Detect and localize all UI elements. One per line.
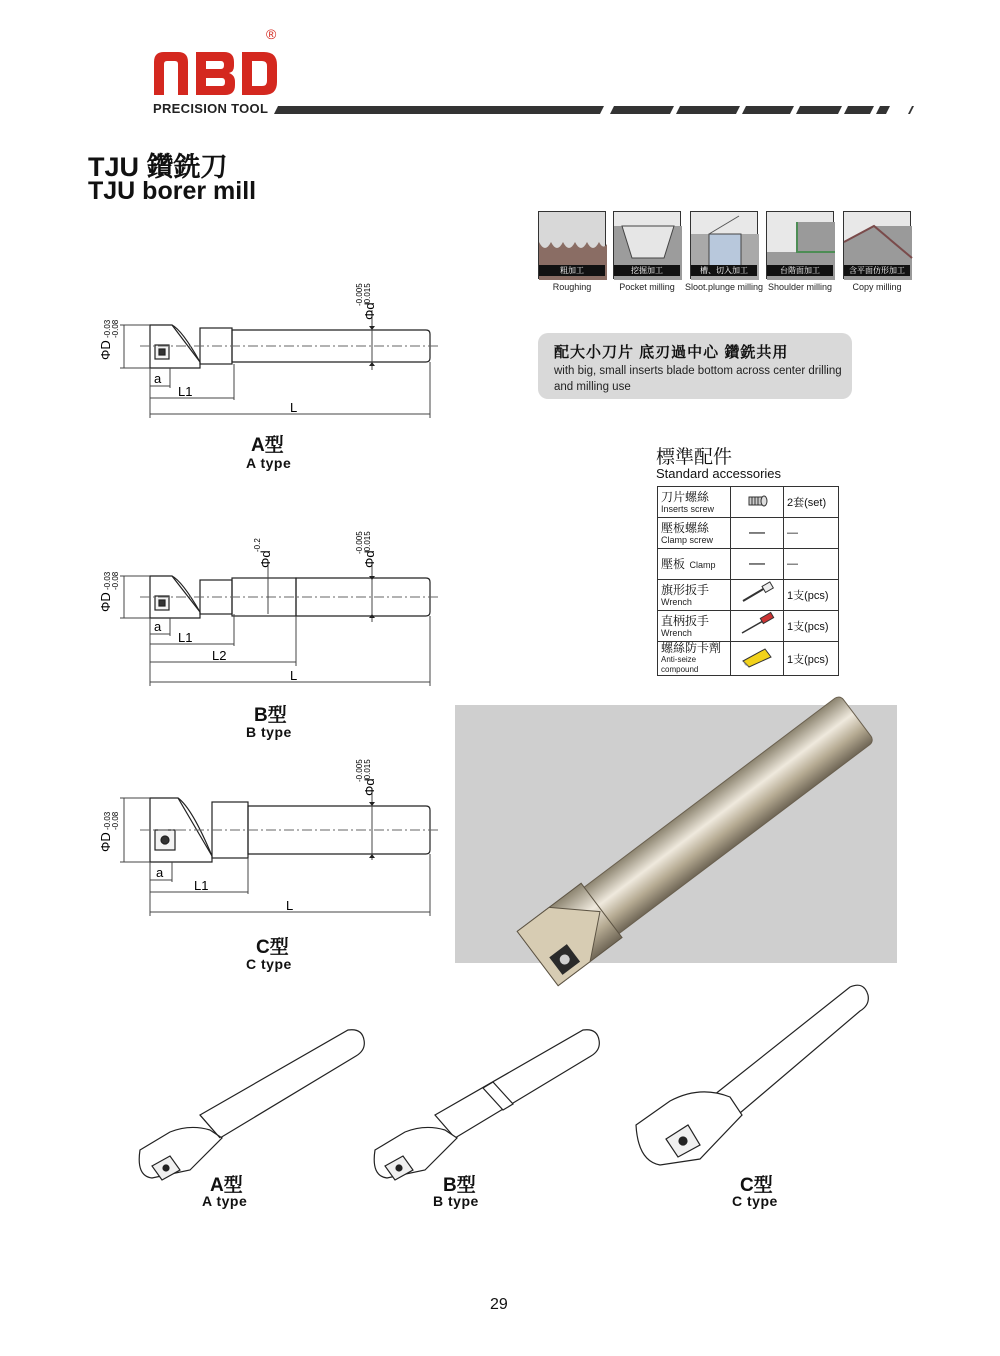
product-photo: [455, 705, 897, 963]
header-stripe-bar: [270, 104, 920, 116]
iso-b-label-cn: B型: [443, 1175, 476, 1196]
iso-c-label-en: C type: [732, 1193, 778, 1209]
mode-cn-shoulder: 台階面加工: [767, 265, 833, 276]
roughing-mode-image: [538, 211, 606, 279]
table-row: [658, 487, 839, 518]
drawing-a-label-cn: A型: [251, 435, 284, 456]
drawing-c-label-cn: C型: [256, 937, 289, 958]
acc-qty: —: [784, 549, 839, 580]
dim-L1: L1: [194, 878, 209, 893]
dim-phid: Φd: [362, 778, 377, 796]
acc-cn: 直柄扳手: [661, 613, 710, 628]
copy-mode-image: [843, 211, 911, 279]
mode-en-copy: Copy milling: [852, 282, 902, 292]
table-row: [658, 642, 839, 676]
dim-phiD-tol-top: -0.03: [103, 571, 112, 590]
dim-phid-b: Φd: [258, 550, 273, 568]
acc-qty: 1支(pcs): [784, 642, 839, 676]
acc-en: Wrench: [661, 627, 692, 638]
acc-cn: 壓板螺絲: [661, 520, 710, 535]
dim-phid: Φd: [362, 550, 377, 568]
acc-cn: 旗形扳手: [661, 582, 710, 597]
page-title-cn: TJU 鑽銑刀: [88, 152, 228, 182]
pocket-mode-image: [613, 211, 681, 279]
dim-phiD-tol-top: -0.03: [103, 319, 112, 338]
accessories-title-cn: 標準配件: [656, 447, 733, 468]
dim-phiD-tol-bottom: -0.08: [111, 319, 120, 338]
acc-qty: 1支(pcs): [784, 580, 839, 611]
mode-en-slot: Sloot.plunge milling: [684, 282, 764, 292]
dim-phid-b-tol: -0.2: [253, 538, 262, 552]
acc-qty: 1支(pcs): [784, 611, 839, 642]
dim-L1: L1: [178, 384, 193, 399]
acc-en: Anti-seize compound: [661, 655, 699, 674]
drawing-b-label-cn: B型: [254, 705, 287, 726]
mode-cn-roughing: 粗加工: [539, 265, 605, 276]
accessories-table: [657, 486, 839, 676]
acc-cn: 螺絲防卡劑: [661, 641, 722, 655]
dim-phiD: ΦD: [98, 832, 113, 852]
dim-L: L: [290, 668, 298, 683]
dim-a: a: [156, 865, 164, 880]
iso-b-label-en: B type: [433, 1193, 479, 1209]
acc-qty: 2套(set): [784, 487, 839, 518]
iso-c-label-cn: C型: [740, 1175, 773, 1196]
mode-en-roughing: Roughing: [552, 282, 592, 292]
mode-en-pocket: Pocket milling: [619, 282, 675, 292]
dim-L1: L1: [178, 630, 193, 645]
iso-a-label-cn: A型: [210, 1175, 243, 1196]
drawing-b-type: [100, 518, 445, 690]
table-row: [658, 518, 839, 549]
dim-phid-tol-top: -0.005: [355, 283, 364, 306]
dim-phiD-tol-bottom: -0.08: [111, 811, 120, 830]
registered-mark: ®: [266, 26, 277, 42]
drawing-b-label-en: B type: [246, 724, 292, 740]
drawing-c-type: [100, 748, 445, 920]
dash-cell: —: [731, 518, 784, 549]
accessories-title-en: Standard accessories: [656, 466, 782, 481]
dim-a: a: [154, 619, 162, 634]
straight-wrench-icon: [739, 613, 775, 635]
dim-phid-tol-bottom: -0.015: [363, 531, 372, 554]
description-cn: 配大小刀片 底刃過中心 鑽銑共用: [554, 344, 789, 361]
dim-L: L: [286, 898, 294, 913]
dim-a: a: [154, 371, 162, 386]
flag-wrench-icon: [739, 582, 775, 604]
table-row: [658, 549, 839, 580]
mode-cn-slot: 槽、切入加工: [691, 265, 757, 276]
dim-phiD-tol-bottom: -0.08: [111, 571, 120, 590]
dim-L2: L2: [212, 648, 227, 663]
dim-phid-tol-bottom: -0.015: [363, 759, 372, 782]
nbd-logo: [150, 40, 280, 105]
dim-phid-tol-top: -0.005: [355, 531, 364, 554]
iso-c-type: [630, 975, 890, 1175]
dim-phiD-tol-top: -0.03: [103, 811, 112, 830]
mode-cn-pocket: 挖掘加工: [614, 265, 680, 276]
acc-en: Clamp screw: [661, 534, 714, 545]
compound-tube-icon: [739, 645, 775, 667]
drawing-a-type: [100, 270, 445, 420]
acc-en: Wrench: [661, 596, 692, 607]
acc-en: Inserts screw: [661, 503, 715, 514]
dim-L: L: [290, 400, 298, 415]
acc-cn: 刀片螺絲: [661, 489, 710, 504]
page-title-en: TJU borer mill: [88, 177, 257, 205]
dim-phid: Φd: [362, 302, 377, 320]
slot-mode-image: [690, 211, 758, 279]
iso-a-type: [130, 1020, 380, 1190]
shoulder-mode-image: [766, 211, 834, 279]
table-row: [658, 611, 839, 642]
dim-phiD: ΦD: [98, 340, 113, 360]
dim-phid-tol-top: -0.005: [355, 759, 364, 782]
acc-cn: 壓板: [661, 557, 686, 571]
screw-icon: [745, 491, 769, 509]
brand-subtitle: PRECISION TOOL: [153, 101, 269, 116]
dim-phiD: ΦD: [98, 592, 113, 612]
dim-phid-tol-bottom: -0.015: [363, 283, 372, 306]
description-en: with big, small inserts blade bottom across center drilling and milling use: [554, 365, 842, 393]
mode-cn-copy: 含平面仿形加工: [844, 265, 910, 276]
acc-qty: —: [784, 518, 839, 549]
drawing-c-label-en: C type: [246, 956, 292, 972]
table-row: [658, 580, 839, 611]
drawing-a-label-en: A type: [246, 455, 292, 471]
iso-b-type: [365, 1020, 615, 1190]
iso-a-label-en: A type: [202, 1193, 248, 1209]
page-number: 29: [490, 1296, 508, 1313]
dash-cell: —: [731, 549, 784, 580]
mode-en-shoulder: Shoulder milling: [767, 282, 833, 292]
acc-en: Clamp: [689, 560, 716, 570]
